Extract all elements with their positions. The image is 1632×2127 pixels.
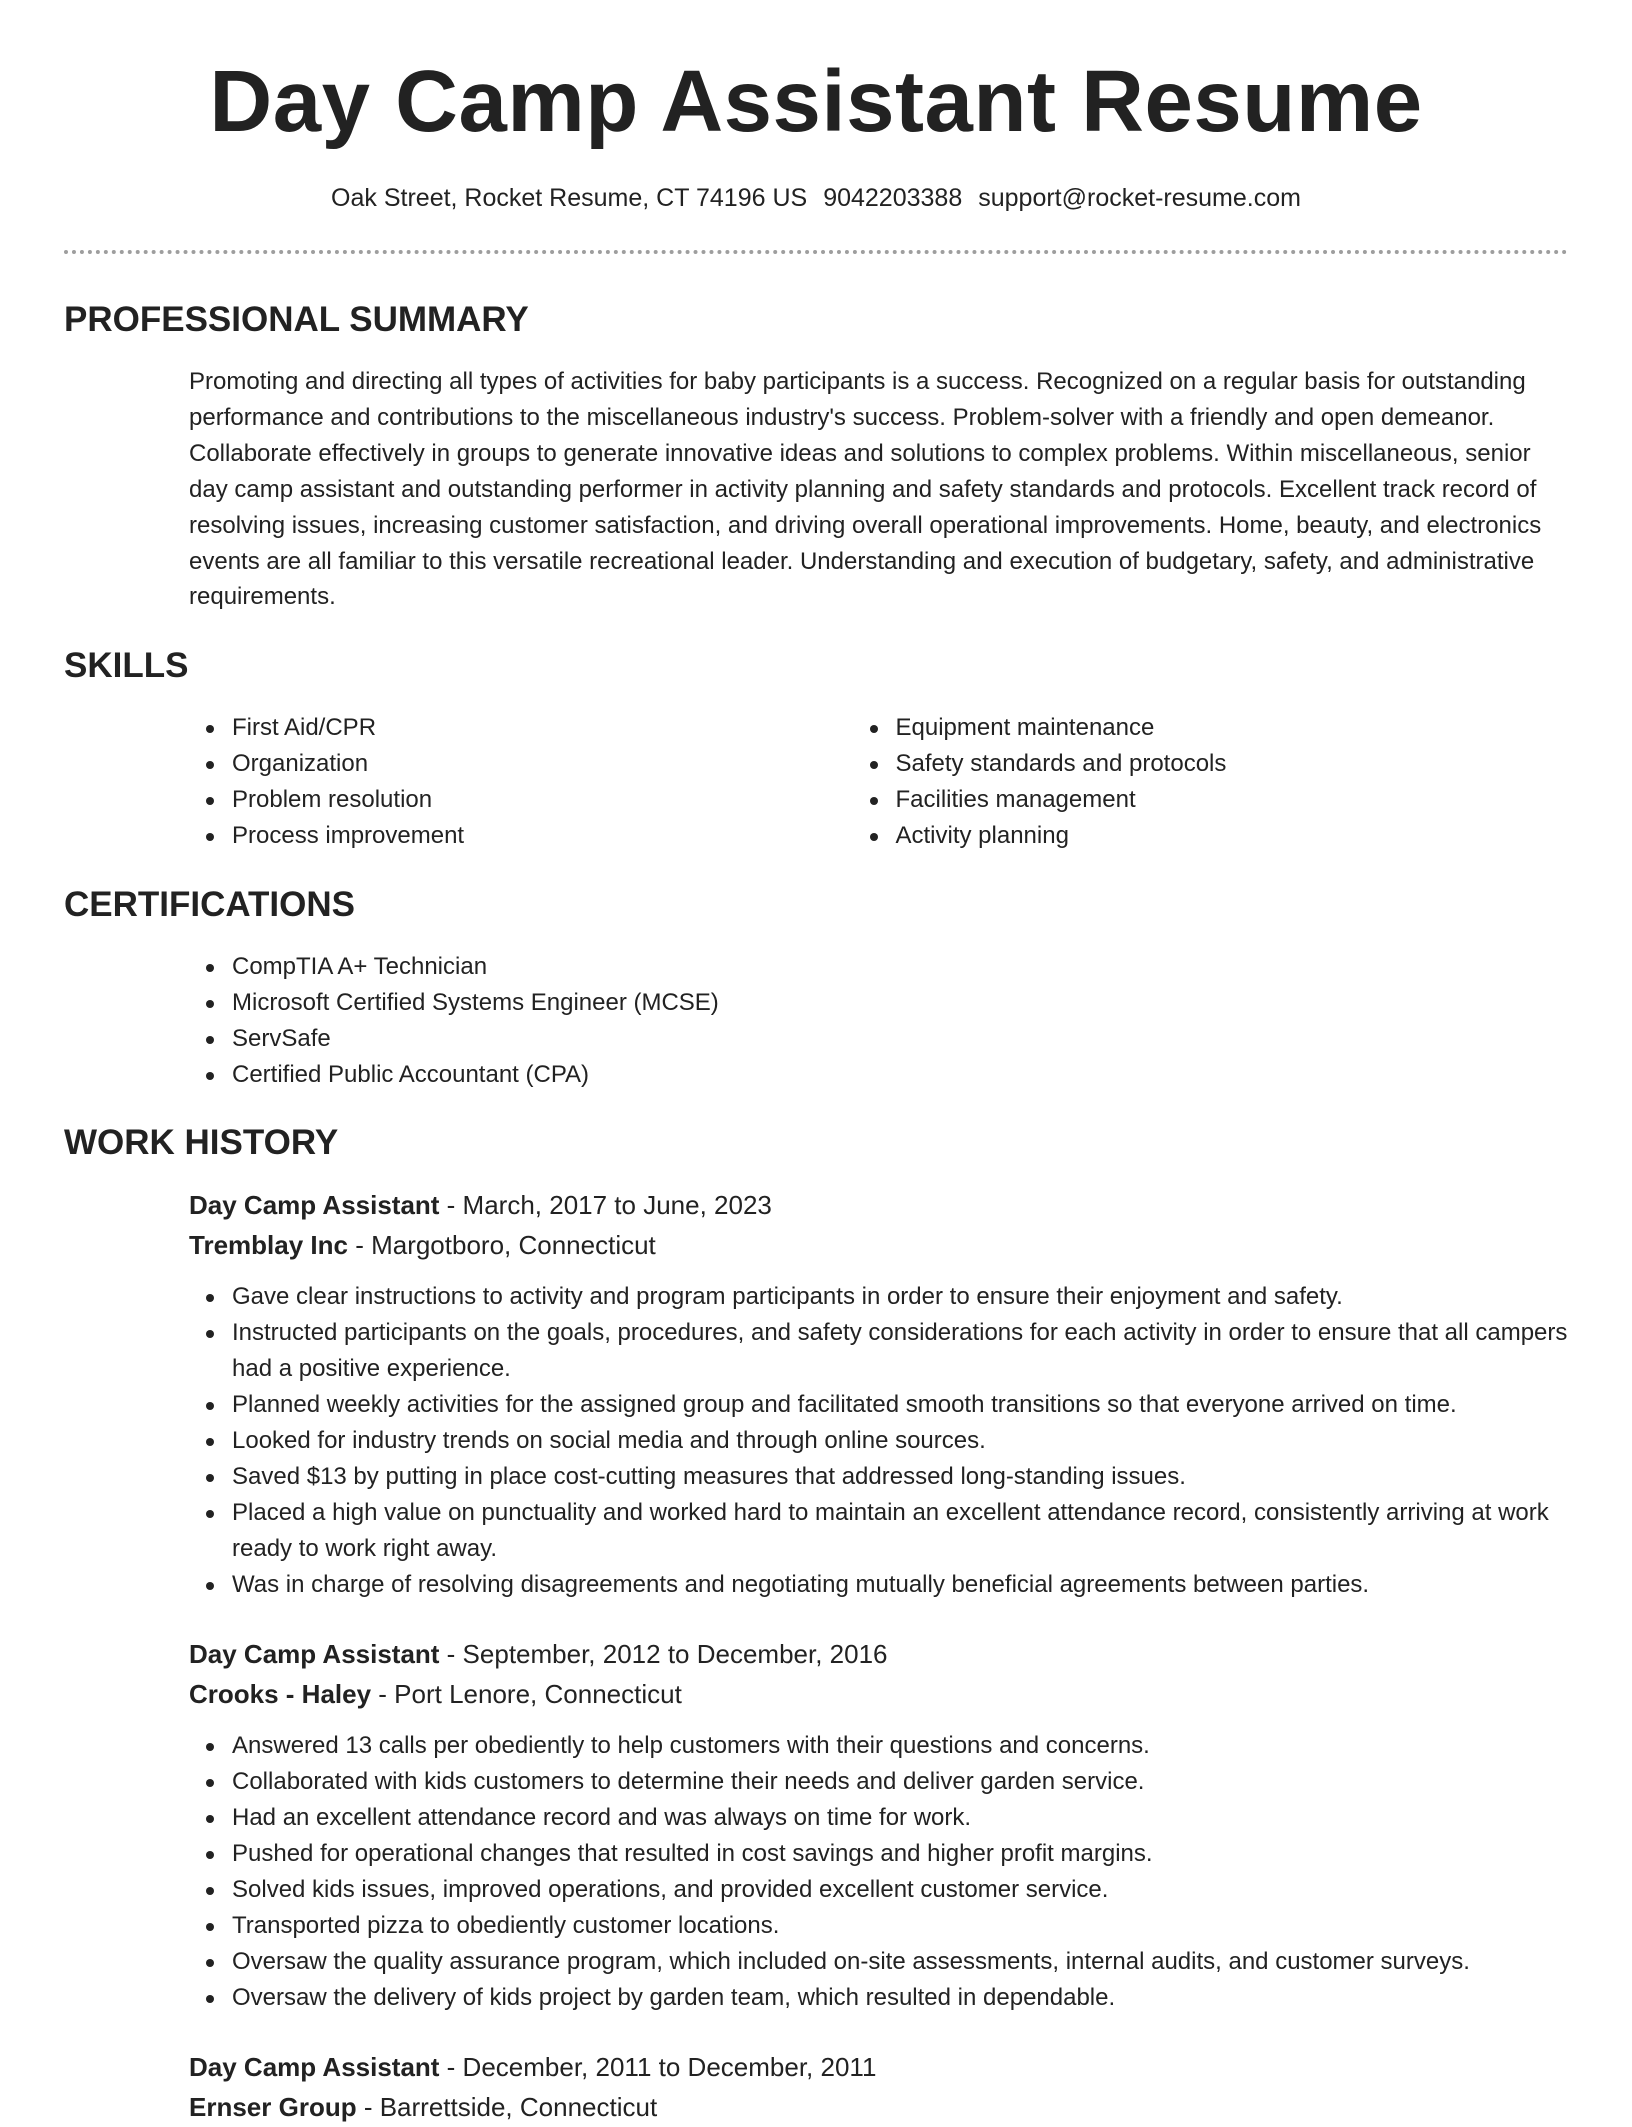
list-item: Oversaw the quality assurance program, which included on-site assessments, internal audits, and customer surveys. [232, 1944, 1568, 1980]
skills-list-right [896, 710, 1569, 854]
job-title-line [189, 2047, 1568, 2087]
contact-email: support@rocket-resume.com [978, 184, 1301, 212]
list-item: Answered 13 calls per obediently to help customers with their questions and concerns. [232, 1728, 1568, 1764]
list-item: Safety standards and protocols [896, 746, 1569, 782]
certifications-section [64, 883, 1568, 1093]
list-item: CompTIA A+ Technician [232, 949, 1568, 985]
job-title: Day Camp Assistant [189, 2052, 440, 2082]
list-item: Collaborated with kids customers to determine their needs and deliver garden service. [232, 1764, 1568, 1800]
job-company: Tremblay Inc [189, 1230, 348, 1260]
list-item: Facilities management [896, 782, 1569, 818]
work-history-heading: WORK HISTORY [64, 1123, 339, 1162]
job-entry [189, 1185, 1568, 1603]
job-company: Crooks - Haley [189, 1679, 372, 1709]
summary-text: Promoting and directing all types of activities for baby participants is a success. Recognized on a regular basis for outstanding performance and contributions to the miscellaneous industry's success. Problem-solver with a friendly and open demeanor. Collaborate effectively in groups to generate innovative ideas and solutions to complex problems. Within miscellaneous, senior day camp assistant and outstanding performer in activity planning and safety standards and protocols. Excellent track record of resolving issues, increasing customer satisfaction, and driving overall operational improvements. Home, beauty, and electronics events are all familiar to this versatile recreational leader. Understanding and execution of budgetary, safety, and administrative requirements. [189, 368, 1542, 611]
certifications-heading: CERTIFICATIONS [64, 885, 356, 924]
list-item: Gave clear instructions to activity and program participants in order to ensure their enjoyment and safety. [232, 1279, 1568, 1315]
job-location: - Margotboro, Connecticut [347, 1230, 656, 1260]
job-title-line [189, 1634, 1568, 1674]
list-item: Planned weekly activities for the assigned group and facilitated smooth transitions so that everyone arrived on time. [232, 1387, 1568, 1423]
list-item: Process improvement [232, 818, 905, 854]
skills-heading: SKILLS [64, 646, 189, 685]
list-item: Pushed for operational changes that resulted in cost savings and higher profit margins. [232, 1836, 1568, 1872]
header-divider [64, 250, 1568, 254]
summary-heading: PROFESSIONAL SUMMARY [64, 300, 529, 339]
job-dates: - March, 2017 to June, 2023 [439, 1190, 772, 1220]
job-duties-list [189, 1728, 1568, 2016]
job-company-line [189, 2087, 1568, 2127]
skills-section [64, 644, 1568, 854]
skills-list-left [64, 710, 905, 854]
list-item: Placed a high value on punctuality and worked hard to maintain an excellent attendance record, consistently arriving at work ready to work right away. [232, 1495, 1568, 1567]
list-item: Organization [232, 746, 905, 782]
list-item: Activity planning [896, 818, 1569, 854]
job-company: Ernser Group [189, 2092, 357, 2122]
page-title: Day Camp Assistant Resume [209, 53, 1423, 150]
job-title: Day Camp Assistant [189, 1639, 440, 1669]
contact-phone: 9042203388 [823, 184, 963, 212]
list-item: First Aid/CPR [232, 710, 905, 746]
list-item: Oversaw the delivery of kids project by garden team, which resulted in dependable. [232, 1980, 1568, 2016]
contact-address: Oak Street, Rocket Resume, CT 74196 US [331, 184, 808, 212]
list-item: Had an excellent attendance record and was always on time for work. [232, 1800, 1568, 1836]
job-location: - Barrettside, Connecticut [356, 2092, 658, 2122]
job-entry [189, 1634, 1568, 2016]
list-item: Was in charge of resolving disagreements and negotiating mutually beneficial agreements between parties. [232, 1567, 1568, 1603]
job-entry [189, 2047, 1568, 2127]
list-item: Microsoft Certified Systems Engineer (MCSE) [232, 985, 1568, 1021]
list-item: Transported pizza to obediently customer locations. [232, 1908, 1568, 1944]
job-title: Day Camp Assistant [189, 1190, 440, 1220]
list-item: ServSafe [232, 1021, 1568, 1057]
list-item: Instructed participants on the goals, procedures, and safety considerations for each activity in order to ensure that all campers had a positive experience. [232, 1315, 1568, 1387]
job-title-line [189, 1185, 1568, 1225]
certifications-list [64, 949, 1568, 1093]
list-item: Solved kids issues, improved operations, and provided excellent customer service. [232, 1872, 1568, 1908]
job-duties-list [189, 1279, 1568, 1603]
list-item: Certified Public Accountant (CPA) [232, 1057, 1568, 1093]
job-location: - Port Lenore, Connecticut [371, 1679, 682, 1709]
job-company-line [189, 1225, 1568, 1265]
skills-grid [64, 710, 1568, 854]
contact-line [0, 180, 1632, 216]
list-item: Saved $13 by putting in place cost-cutting measures that addressed long-standing issues. [232, 1459, 1568, 1495]
list-item: Equipment maintenance [896, 710, 1569, 746]
job-dates: - December, 2011 to December, 2011 [439, 2052, 877, 2082]
list-item: Looked for industry trends on social media and through online sources. [232, 1423, 1568, 1459]
job-company-line [189, 1674, 1568, 1714]
summary-section [64, 298, 1568, 615]
job-dates: - September, 2012 to December, 2016 [439, 1639, 888, 1669]
work-history-section [64, 1121, 1568, 2127]
list-item: Problem resolution [232, 782, 905, 818]
